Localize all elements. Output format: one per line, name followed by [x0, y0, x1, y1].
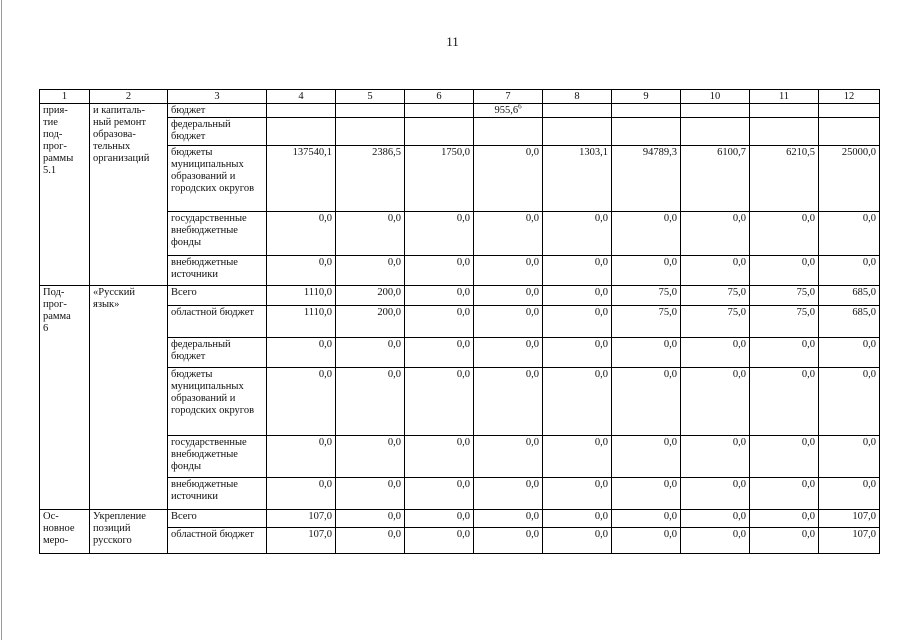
value-cell: 0,0	[612, 436, 681, 478]
table-row	[40, 104, 880, 118]
value-cell: 94789,3	[612, 146, 681, 212]
value-cell: 0,0	[336, 478, 405, 510]
value-cell: 0,0	[681, 212, 750, 256]
program-name-cell	[90, 510, 168, 554]
value-cell: 0,0	[750, 368, 819, 436]
value-cell: 0,0	[819, 436, 880, 478]
value-cell: 0,0	[336, 436, 405, 478]
value-cell: 0,0	[336, 338, 405, 368]
value-cell: 137540,1	[267, 146, 336, 212]
program-name-cell-line: ный ремонт	[93, 117, 146, 128]
footnote-marker: 6	[518, 103, 522, 111]
value-cell	[612, 118, 681, 146]
column-header-2: 2	[90, 90, 168, 104]
value-cell: 75,0	[612, 286, 681, 306]
funding-source-cell: государственные внебюджетные фонды	[168, 212, 267, 256]
value-cell: 0,0	[405, 286, 474, 306]
value-cell: 0,0	[543, 528, 612, 554]
value-cell: 0,0	[750, 436, 819, 478]
value-cell: 107,0	[819, 510, 880, 528]
program-name-cell-line: Укрепление	[93, 511, 146, 522]
program-name-cell-line: тельных	[93, 141, 131, 152]
value-cell: 1303,1	[543, 146, 612, 212]
value-cell: 0,0	[405, 306, 474, 338]
value-cell: 1110,0	[267, 306, 336, 338]
value-cell: 0,0	[336, 256, 405, 286]
value-cell: 0,0	[819, 256, 880, 286]
column-header-11: 11	[750, 90, 819, 104]
column-header-10: 10	[681, 90, 750, 104]
value-cell: 0,0	[474, 478, 543, 510]
program-name-cell-line: организаций	[93, 153, 150, 164]
value-cell	[474, 118, 543, 146]
value-cell	[336, 104, 405, 118]
value-cell	[267, 104, 336, 118]
value-cell: 0,0	[543, 478, 612, 510]
value-cell	[819, 104, 880, 118]
value-cell: 0,0	[612, 368, 681, 436]
value-cell	[681, 104, 750, 118]
budget-table	[39, 89, 880, 554]
value-cell: 0,0	[474, 338, 543, 368]
value-cell: 75,0	[750, 286, 819, 306]
value-cell: 0,0	[474, 146, 543, 212]
table-header	[40, 90, 880, 104]
value-cell	[750, 118, 819, 146]
value-cell: 1750,0	[405, 146, 474, 212]
funding-source-cell: государственные внебюджетные фонды	[168, 436, 267, 478]
value-cell: 200,0	[336, 286, 405, 306]
program-cell-line: новное	[43, 523, 75, 534]
value-cell: 0,0	[267, 212, 336, 256]
value-cell	[336, 118, 405, 146]
program-name-cell-line: русского	[93, 535, 132, 546]
value-cell: 0,0	[750, 338, 819, 368]
value-cell: 75,0	[681, 306, 750, 338]
value-cell: 0,0	[336, 510, 405, 528]
value-cell: 6100,7	[681, 146, 750, 212]
program-cell-line: прия-	[43, 105, 68, 116]
value-cell: 107,0	[819, 528, 880, 554]
value-cell: 0,0	[819, 338, 880, 368]
value-cell: 0,0	[267, 478, 336, 510]
value-cell	[405, 118, 474, 146]
funding-source-cell: бюджеты муниципальных образований и городских округов	[168, 146, 267, 212]
value-cell: 0,0	[474, 368, 543, 436]
program-cell-line: тие	[43, 117, 58, 128]
funding-source-cell: внебюджетные источники	[168, 478, 267, 510]
value-cell	[612, 104, 681, 118]
value-cell: 0,0	[267, 338, 336, 368]
value-cell: 2386,5	[336, 146, 405, 212]
value-cell: 0,0	[750, 212, 819, 256]
table-row	[40, 286, 880, 306]
value-cell: 25000,0	[819, 146, 880, 212]
value-cell: 955,6$^6$	[474, 104, 543, 118]
value-cell	[543, 118, 612, 146]
value-cell: 0,0	[405, 528, 474, 554]
table-body	[40, 104, 880, 554]
value-cell: 0,0	[750, 528, 819, 554]
value-cell	[819, 118, 880, 146]
funding-source-cell: федеральный бюджет	[168, 338, 267, 368]
value-cell	[681, 118, 750, 146]
value-cell: 0,0	[819, 478, 880, 510]
program-cell-line: 5.1	[43, 165, 57, 176]
value-cell: 0,0	[474, 286, 543, 306]
value-cell: 0,0	[267, 368, 336, 436]
value-cell: 75,0	[612, 306, 681, 338]
column-header-6: 6	[405, 90, 474, 104]
program-name-cell-line: и капиталь-	[93, 105, 145, 116]
value-cell: 0,0	[681, 528, 750, 554]
value-cell: 0,0	[543, 306, 612, 338]
program-cell-line: меро-	[43, 535, 69, 546]
value-cell: 0,0	[543, 436, 612, 478]
funding-source-cell: бюджет	[168, 104, 267, 118]
value-cell: 107,0	[267, 528, 336, 554]
value-cell	[543, 104, 612, 118]
value-cell: 0,0	[612, 212, 681, 256]
value-cell: 0,0	[474, 256, 543, 286]
column-header-12: 12	[819, 90, 880, 104]
page-number: 11	[446, 34, 459, 49]
value-cell: 75,0	[681, 286, 750, 306]
program-cell-line: 6	[43, 323, 49, 334]
value-cell: 0,0	[405, 212, 474, 256]
value-cell: 6210,5	[750, 146, 819, 212]
value-cell	[750, 104, 819, 118]
program-cell-line: Под-	[43, 287, 65, 298]
value-cell: 0,0	[543, 368, 612, 436]
value-cell: 0,0	[474, 212, 543, 256]
value-cell: 1110,0	[267, 286, 336, 306]
value-cell: 0,0	[681, 436, 750, 478]
value-cell	[267, 118, 336, 146]
value-cell: 0,0	[405, 338, 474, 368]
value-cell: 0,0	[681, 478, 750, 510]
funding-source-cell: бюджеты муниципальных образований и городских округов	[168, 368, 267, 436]
value-cell: 0,0	[612, 256, 681, 286]
funding-source-cell: Всего	[168, 286, 267, 306]
program-name-cell-line: позиций	[93, 523, 131, 534]
program-cell-line: раммы	[43, 153, 74, 164]
program-cell	[40, 510, 90, 554]
value-cell: 0,0	[474, 510, 543, 528]
value-cell: 0,0	[612, 528, 681, 554]
program-name-cell-line: язык»	[93, 299, 120, 310]
column-header-9: 9	[612, 90, 681, 104]
value-cell: 200,0	[336, 306, 405, 338]
funding-source-cell: внебюджетные источники	[168, 256, 267, 286]
value-cell: 0,0	[405, 510, 474, 528]
value-cell: 0,0	[474, 528, 543, 554]
value-cell: 107,0	[267, 510, 336, 528]
column-header-8: 8	[543, 90, 612, 104]
value-cell: 0,0	[819, 212, 880, 256]
value-cell: 0,0	[681, 338, 750, 368]
value-cell: 0,0	[336, 368, 405, 436]
value-cell: 0,0	[612, 510, 681, 528]
program-name-cell-line: образова-	[93, 129, 136, 140]
value-cell: 0,0	[543, 212, 612, 256]
value-cell: 75,0	[750, 306, 819, 338]
value-cell: 0,0	[681, 368, 750, 436]
value-cell	[405, 104, 474, 118]
value-cell: 0,0	[405, 436, 474, 478]
table-row	[40, 510, 880, 528]
column-header-1: 1	[40, 90, 90, 104]
left-margin-rule	[1, 0, 2, 640]
program-cell-line: рамма	[43, 311, 71, 322]
value-cell: 0,0	[819, 368, 880, 436]
value-cell: 685,0	[819, 306, 880, 338]
column-header-5: 5	[336, 90, 405, 104]
value-cell: 0,0	[267, 256, 336, 286]
column-header-7: 7	[474, 90, 543, 104]
value-cell: 0,0	[543, 286, 612, 306]
program-cell	[40, 104, 90, 286]
value-cell: 0,0	[474, 306, 543, 338]
value-cell: 0,0	[336, 528, 405, 554]
funding-source-cell: федеральный бюджет	[168, 118, 267, 146]
program-cell	[40, 286, 90, 510]
program-name-cell	[90, 286, 168, 510]
funding-source-cell: Всего	[168, 510, 267, 528]
value-cell: 0,0	[612, 338, 681, 368]
program-cell-line: прог-	[43, 141, 67, 152]
value-cell: 0,0	[750, 256, 819, 286]
funding-source-cell: областной бюджет	[168, 528, 267, 554]
program-name-cell-line: «Русский	[93, 287, 135, 298]
value-cell: 685,0	[819, 286, 880, 306]
value-cell: 0,0	[336, 212, 405, 256]
program-cell-line: прог-	[43, 299, 67, 310]
program-cell-line: под-	[43, 129, 63, 140]
value-cell: 0,0	[543, 256, 612, 286]
column-header-3: 3	[168, 90, 267, 104]
value-cell: 0,0	[405, 256, 474, 286]
value-cell: 0,0	[681, 256, 750, 286]
value-cell: 0,0	[681, 510, 750, 528]
value-cell: 0,0	[267, 436, 336, 478]
value-cell: 0,0	[405, 478, 474, 510]
value-cell: 0,0	[543, 510, 612, 528]
program-cell-line: Ос-	[43, 511, 59, 522]
value-cell: 0,0	[612, 478, 681, 510]
program-name-cell	[90, 104, 168, 286]
value-cell: 0,0	[405, 368, 474, 436]
funding-source-cell: областной бюджет	[168, 306, 267, 338]
value-cell: 0,0	[474, 436, 543, 478]
value-cell: 0,0	[750, 510, 819, 528]
value-cell: 0,0	[543, 338, 612, 368]
value-cell: 0,0	[750, 478, 819, 510]
column-header-4: 4	[267, 90, 336, 104]
